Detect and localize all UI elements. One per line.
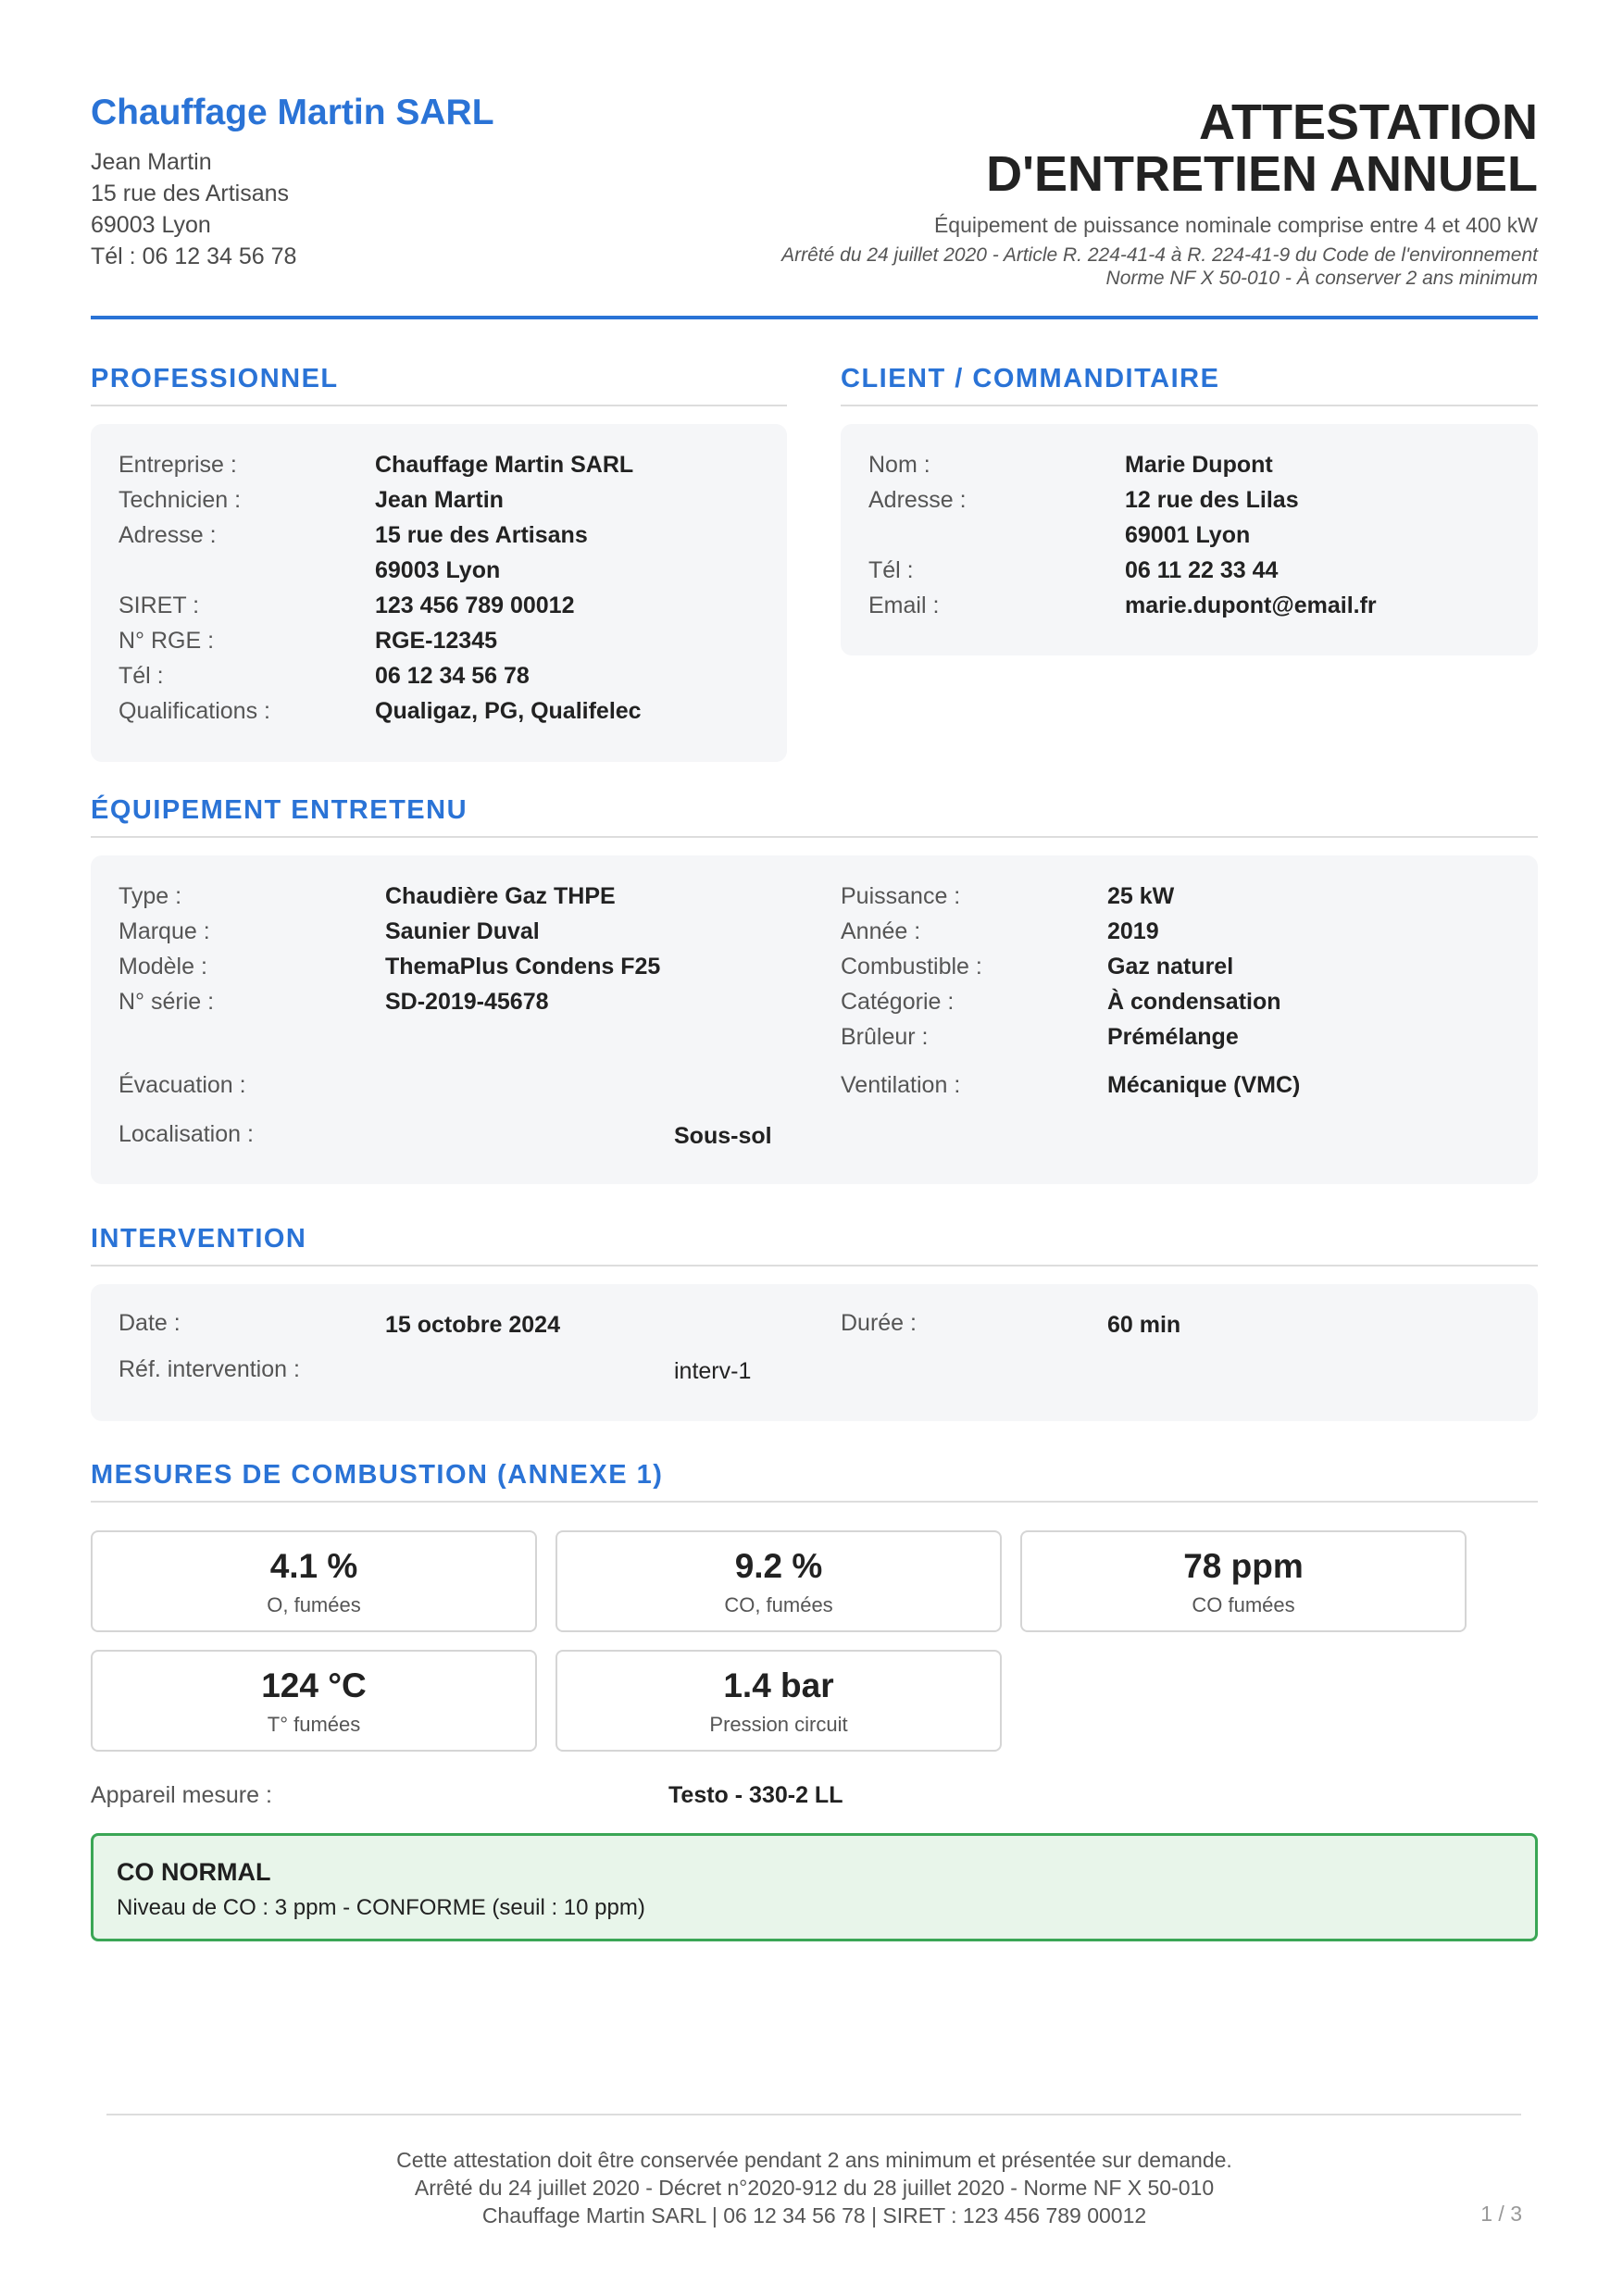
measure-label: Pression circuit [709,1713,848,1736]
document-title-line-2: D'ENTRETIEN ANNUEL [986,146,1538,202]
section-divider [91,836,1538,838]
field-label: Adresse : [119,522,217,548]
document-page [91,0,1538,2296]
measure-value: 124 °C [261,1666,367,1704]
measure-label: T° fumées [267,1713,361,1736]
field-value: 06 12 34 56 78 [375,663,530,689]
measure-value: 78 ppm [1183,1547,1304,1585]
field-value: 06 11 22 33 44 [1125,557,1279,583]
document-title-line-1: ATTESTATION [1199,94,1538,150]
document-subtitle: Équipement de puissance nominale comprise entre 4 et 400 kW [933,213,1538,237]
document-legal-references [781,243,1538,290]
field-value: Qualigaz, PG, Qualifelec [375,698,642,724]
measure-card-temperature [91,1650,537,1752]
alert-text: Niveau de CO : 3 ppm - CONFORME (seuil : 10 ppm) [117,1895,645,1920]
co-status-alert [91,1833,1538,1941]
legal-reference-line-1: Arrêté du 24 juillet 2020 - Article R. 224-41-4 à R. 224-41-9 du Code de l'environnement [781,244,1538,266]
field-value: 69003 Lyon [375,557,501,583]
footer-line-2: Arrêté du 24 juillet 2020 - Décret n°2020-912 du 28 juillet 2020 - Norme NF X 50-010 [414,2176,1215,2200]
appareil-mesure-label: Appareil mesure : [91,1782,272,1808]
field-label: Email : [868,593,940,618]
field-value: SD-2019-45678 [385,989,549,1015]
localisation-value: Sous-sol [674,1123,772,1149]
company-address-city: 69003 Lyon [91,212,211,238]
section-title-client: CLIENT / COMMANDITAIRE [841,364,1220,393]
client-email-value: marie.dupont@email.fr [1125,593,1377,618]
ref-intervention-label: Réf. intervention : [119,1356,300,1382]
document-header [91,93,1538,319]
field-value: À condensation [1107,989,1281,1015]
field-value: 12 rue des Lilas [1125,487,1299,513]
field-value: 25 kW [1107,883,1175,909]
field-label: Type : [119,883,182,909]
field-value: Gaz naturel [1107,954,1234,980]
client-card [841,424,1538,655]
field-label: Modèle : [119,954,207,980]
date-value: 15 octobre 2024 [385,1312,560,1338]
field-label: Année : [841,918,921,944]
field-label: N° série : [119,989,215,1015]
alert-title: CO NORMAL [117,1858,271,1886]
date-label: Date : [119,1310,181,1336]
appareil-mesure-value: Testo - 330-2 LL [668,1782,843,1808]
section-title-professionnel: PROFESSIONNEL [91,364,339,393]
measure-label: CO, fumées [724,1593,833,1616]
company-address-street: 15 rue des Artisans [91,181,290,206]
document-title [986,96,1538,200]
intervention-card [91,1284,1538,1421]
field-value: Saunier Duval [385,918,540,944]
field-label: Tél : [868,557,914,583]
field-label: Tél : [119,663,164,689]
duree-value: 60 min [1107,1312,1181,1338]
footer-divider [106,2114,1521,2115]
duree-label: Durée : [841,1310,917,1336]
field-value: Jean Martin [375,487,504,513]
measure-card-pressure [556,1650,1002,1752]
field-label: Catégorie : [841,989,955,1015]
measure-value: 9.2 % [734,1547,823,1585]
field-label: SIRET : [119,593,200,618]
measure-card-co2 [556,1530,1002,1632]
company-contact-block [91,146,296,272]
measure-value: 1.4 bar [723,1666,834,1704]
measure-card-o2 [91,1530,537,1632]
field-label: Brûleur : [841,1024,929,1050]
measure-label: CO fumées [1192,1593,1295,1616]
localisation-label: Localisation : [119,1121,254,1147]
legal-reference-line-2: Norme NF X 50-010 - À conserver 2 ans minimum [1105,268,1538,289]
field-value: 15 rue des Artisans [375,522,588,548]
section-divider [91,1501,1538,1503]
field-value: Marie Dupont [1125,452,1273,478]
field-label: N° RGE : [119,628,215,654]
section-divider [91,405,787,406]
measure-label: O, fumées [267,1593,361,1616]
field-value: Chaudière Gaz THPE [385,883,616,909]
equipement-card [91,855,1538,1184]
section-title-intervention: INTERVENTION [91,1224,307,1254]
field-label: Qualifications : [119,698,270,724]
field-label: Entreprise : [119,452,237,478]
company-name: Chauffage Martin SARL [91,93,494,132]
field-value: Chauffage Martin SARL [375,452,634,478]
page-number: 1 / 3 [1480,2202,1522,2226]
professionnel-card [91,424,787,762]
field-value: 123 456 789 00012 [375,593,575,618]
company-contact-name: Jean Martin [91,149,212,175]
ventilation-value: Mécanique (VMC) [1107,1072,1301,1098]
ref-intervention-value: interv-1 [674,1358,752,1384]
field-label: Adresse : [868,487,967,513]
footer-line-3: Chauffage Martin SARL | 06 12 34 56 78 | SIRET : 123 456 789 00012 [481,2203,1147,2227]
field-value: ThemaPlus Condens F25 [385,954,661,980]
field-value: 69001 Lyon [1125,522,1251,548]
field-value: RGE-12345 [375,628,498,654]
measure-value: 4.1 % [269,1547,358,1585]
measure-card-co [1020,1530,1467,1632]
field-value: Prémélange [1107,1024,1239,1050]
field-label: Nom : [868,452,930,478]
field-label: Combustible : [841,954,982,980]
field-value: 2019 [1107,918,1159,944]
section-divider [91,1265,1538,1267]
evacuation-label: Évacuation : [119,1072,246,1098]
field-label: Puissance : [841,883,961,909]
section-title-equipement: ÉQUIPEMENT ENTRETENU [91,795,468,825]
section-divider [841,405,1538,406]
field-label: Marque : [119,918,210,944]
field-label: Technicien : [119,487,242,513]
ventilation-label: Ventilation : [841,1072,961,1098]
footer-line-1: Cette attestation doit être conservée pendant 2 ans minimum et présentée sur demande. [396,2148,1232,2172]
company-phone: Tél : 06 12 34 56 78 [91,243,297,269]
section-title-mesures: MESURES DE COMBUSTION (ANNEXE 1) [91,1460,664,1490]
